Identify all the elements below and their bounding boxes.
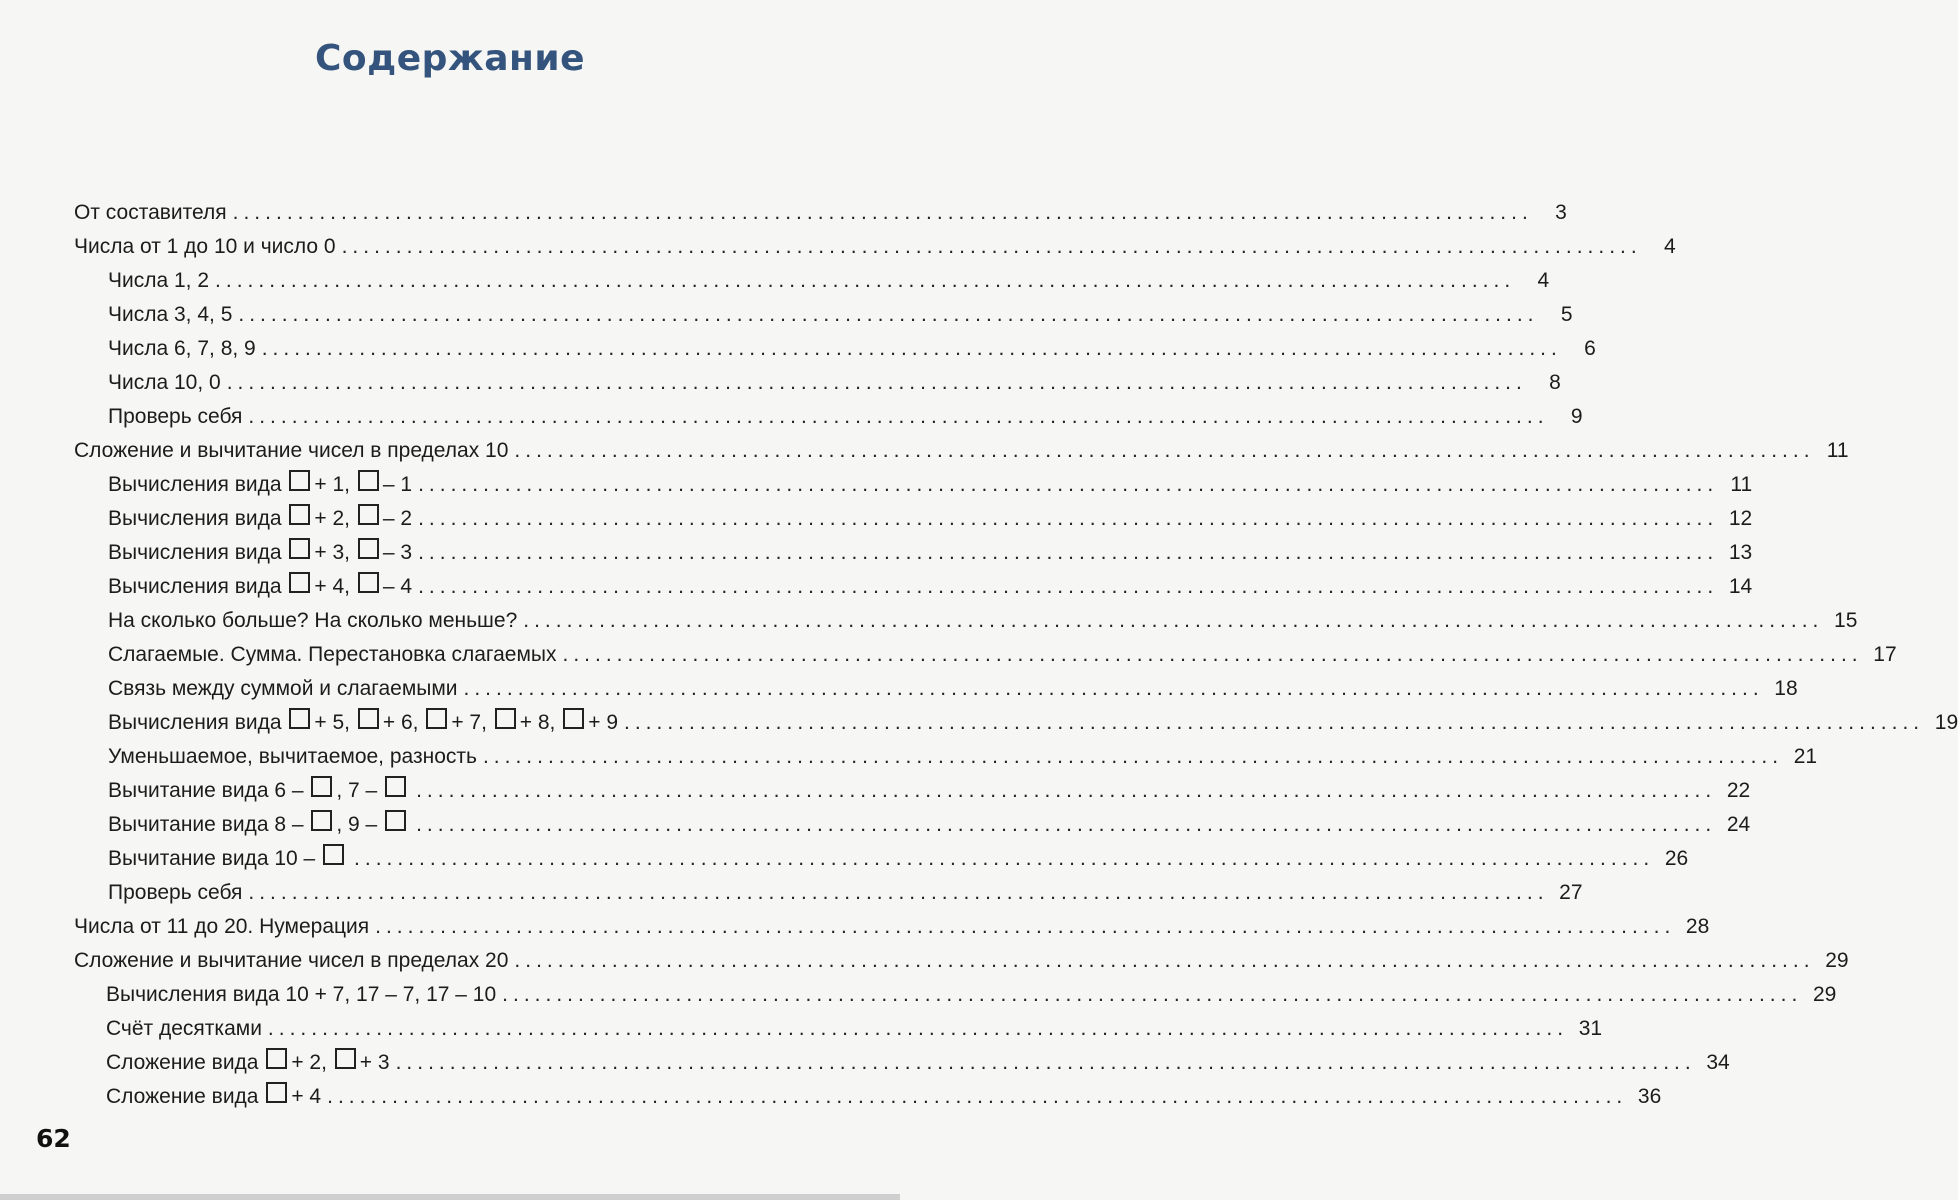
toc-entry-title	[108, 774, 410, 808]
toc-entry-title	[108, 638, 557, 672]
toc-entry-title	[106, 978, 496, 1012]
toc-entry-page: 17	[1873, 643, 1897, 666]
toc-entry-text: + 6,	[382, 711, 425, 734]
toc-entry-title	[108, 808, 410, 842]
toc-entry-text: Числа 10, 0	[108, 371, 221, 394]
dot-leader: ........................................................................................................................	[248, 405, 1549, 428]
toc-entry	[74, 706, 1958, 740]
blank-box-icon	[358, 470, 379, 491]
toc-entry-page: 29	[1825, 949, 1849, 972]
toc-entry-title	[108, 570, 412, 604]
toc-entry-page: 9	[1570, 405, 1583, 428]
toc-entry-text: Вычитание вида 8 –	[108, 813, 310, 836]
toc-entry	[74, 332, 1596, 366]
toc-entry-page: 31	[1578, 1017, 1603, 1040]
toc-entry-title	[108, 298, 232, 332]
toc-entry	[74, 502, 1753, 536]
toc-entry	[74, 1080, 1662, 1114]
toc-entry-title	[74, 910, 369, 944]
toc-entry-page: 19	[1934, 711, 1958, 734]
dot-leader: ........................................................................................................................	[395, 1051, 1696, 1074]
blank-box-icon	[289, 538, 310, 559]
toc-entry-page: 3	[1555, 201, 1567, 224]
toc-entry	[74, 434, 1849, 468]
toc-entry	[74, 876, 1583, 910]
dot-leader: ........................................................................................................................	[354, 847, 1655, 870]
toc-entry-text: Вычисления вида 10 + 7, 17 – 7, 17 – 10	[106, 983, 497, 1006]
blank-box-icon	[426, 708, 447, 729]
dot-leader: ........................................................................................................................	[523, 609, 1824, 632]
toc-entry-text: Сложение вида	[106, 1051, 265, 1074]
toc-entry-title	[106, 1012, 262, 1046]
toc-entry	[74, 468, 1753, 502]
toc-entry	[74, 570, 1753, 604]
toc-entry-page: 24	[1726, 813, 1751, 836]
toc-entry-page: 8	[1549, 371, 1561, 394]
toc-entry-text: + 3	[359, 1051, 390, 1074]
toc-entry-title	[108, 332, 256, 366]
toc-entry-text: Вычисления вида	[108, 473, 288, 496]
blank-box-icon	[385, 810, 406, 831]
dot-leader: ........................................................................................................................	[327, 1085, 1628, 1108]
toc-entry-page: 11	[1730, 473, 1753, 496]
toc-entry-title	[106, 1080, 321, 1114]
blank-box-icon	[266, 1048, 287, 1069]
dot-leader: ........................................................................................................................	[463, 677, 1764, 700]
toc-entry	[74, 536, 1753, 570]
dot-leader: ........................................................................................................................	[514, 439, 1815, 462]
blank-box-icon	[266, 1082, 287, 1103]
toc-entry-title	[74, 230, 336, 264]
toc-entry-text: На сколько больше? На сколько меньше?	[108, 609, 518, 632]
dot-leader: ........................................................................................................................	[375, 915, 1676, 938]
blank-box-icon	[323, 844, 344, 865]
toc-entry-page: 11	[1826, 439, 1849, 462]
toc-entry-title	[108, 604, 517, 638]
dot-leader: ........................................................................................................................	[267, 1017, 1569, 1040]
toc-entry	[74, 298, 1573, 332]
toc-entry-title	[108, 366, 221, 400]
blank-box-icon	[289, 504, 310, 525]
toc-entry-page: 21	[1793, 745, 1818, 768]
dot-leader: ........................................................................................................................	[624, 711, 1925, 734]
toc-entry	[74, 1012, 1603, 1046]
toc-entry	[74, 910, 1710, 944]
dot-leader: ........................................................................................................................	[416, 779, 1717, 802]
toc-entry-text: + 8,	[519, 711, 562, 734]
toc-entry-page: 22	[1726, 779, 1751, 802]
toc-entry-title	[108, 264, 209, 298]
toc-entry-text: Вычитание вида 10 –	[108, 847, 322, 870]
blank-box-icon	[335, 1048, 356, 1069]
dot-leader: ........................................................................................................................	[418, 541, 1719, 564]
toc-entry-text: Проверь себя	[108, 881, 243, 904]
dot-leader: ........................................................................................................................	[482, 745, 1784, 768]
toc-entry-text: Вычисления вида	[108, 507, 288, 530]
dot-leader: ........................................................................................................................	[416, 813, 1717, 836]
blank-box-icon	[311, 810, 332, 831]
toc-entry-text: Связь между суммой и слагаемыми	[108, 677, 458, 700]
dot-leader: ........................................................................................................................	[418, 575, 1719, 598]
toc-entry	[74, 774, 1751, 808]
toc-entry-text: , 9 –	[336, 813, 384, 836]
page-title: Содержание	[314, 38, 586, 79]
toc-entry-text: + 9	[588, 711, 618, 734]
blank-box-icon	[311, 776, 332, 797]
toc-entry-title	[106, 1046, 390, 1080]
toc-entry-text: , 7 –	[336, 779, 384, 802]
toc-entry-text: + 7,	[451, 711, 493, 734]
toc-entry-page: 4	[1537, 269, 1550, 292]
toc-entry-title	[108, 672, 458, 706]
dot-leader: ........................................................................................................................	[562, 643, 1863, 666]
toc-entry-text: Числа 6, 7, 8, 9	[108, 337, 256, 360]
toc-entry-title	[74, 196, 227, 230]
blank-box-icon	[358, 708, 379, 729]
toc-entry-text: + 2,	[291, 1051, 333, 1074]
toc-entry-text: + 2,	[314, 507, 356, 530]
toc-entry	[74, 400, 1583, 434]
toc-entry-text: – 4	[382, 575, 413, 598]
toc-entry-title	[108, 842, 348, 876]
toc-entry-text: Сложение и вычитание чисел в пределах 20	[74, 949, 509, 972]
toc-entry	[74, 366, 1561, 400]
dot-leader: ........................................................................................................................	[502, 983, 1803, 1006]
toc-entry-title	[108, 740, 477, 774]
toc-entry-text: Слагаемые. Сумма. Перестановка слагаемых	[108, 643, 557, 666]
toc-entry-text: + 5,	[314, 711, 356, 734]
toc-entry	[74, 230, 1676, 264]
toc-entry	[74, 808, 1751, 842]
toc-entry-page: 26	[1664, 847, 1689, 870]
toc-entry-page: 6	[1584, 337, 1596, 360]
toc-entry-text: Числа 1, 2	[108, 269, 210, 292]
toc-entry-text: Сложение и вычитание чисел в пределах 10	[74, 439, 509, 462]
toc-entry-title	[108, 468, 412, 502]
dot-leader: ........................................................................................................................	[238, 303, 1539, 326]
toc-entry-text: Счёт десятками	[106, 1017, 262, 1040]
toc-entry-title	[74, 944, 508, 978]
toc-entry	[74, 944, 1849, 978]
toc-entry-page: 12	[1728, 507, 1753, 530]
toc-entry-text: Вычитание вида 6 –	[108, 779, 310, 802]
page-edge	[0, 1194, 900, 1200]
toc-entry-page: 13	[1728, 541, 1753, 564]
toc-entry-text: Числа от 1 до 10 и число 0	[74, 235, 336, 258]
dot-leader: ........................................................................................................................	[418, 507, 1719, 530]
toc-entry-title	[108, 876, 242, 910]
toc-entry-text: + 1,	[314, 473, 356, 496]
toc-entry-text: Числа от 11 до 20. Нумерация	[74, 915, 370, 938]
toc-entry-text: – 1	[382, 473, 413, 496]
toc-entry-page: 5	[1560, 303, 1573, 326]
dot-leader: ........................................................................................................................	[248, 881, 1549, 904]
table-of-contents	[74, 196, 1958, 1114]
toc-entry-text: + 3,	[314, 541, 356, 564]
toc-entry-text: + 4,	[314, 575, 356, 598]
blank-box-icon	[495, 708, 516, 729]
toc-entry-text: Сложение вида	[106, 1085, 265, 1108]
dot-leader: ........................................................................................................................	[226, 371, 1527, 394]
toc-entry-title	[108, 536, 412, 570]
blank-box-icon	[358, 572, 379, 593]
toc-entry-text: От составителя	[74, 201, 227, 224]
toc-entry-text: Вычисления вида	[108, 541, 288, 564]
toc-entry	[74, 1046, 1730, 1080]
toc-entry-text: Уменьшаемое, вычитаемое, разность	[108, 745, 477, 768]
dot-leader: ........................................................................................................................	[418, 473, 1719, 496]
toc-entry	[74, 672, 1798, 706]
blank-box-icon	[289, 470, 310, 491]
blank-box-icon	[289, 708, 310, 729]
blank-box-icon	[358, 504, 379, 525]
toc-entry	[74, 604, 1858, 638]
toc-entry-text: + 4	[291, 1085, 322, 1108]
toc-entry-title	[108, 706, 618, 740]
toc-entry-title	[108, 400, 242, 434]
toc-entry-text: Числа 3, 4, 5	[108, 303, 233, 326]
toc-entry-text: Проверь себя	[108, 405, 243, 428]
toc-entry-page: 34	[1706, 1051, 1730, 1074]
dot-leader: ........................................................................................................................	[514, 949, 1815, 972]
blank-box-icon	[358, 538, 379, 559]
toc-entry-page: 27	[1559, 881, 1583, 904]
blank-box-icon	[289, 572, 310, 593]
toc-entry-page: 29	[1812, 983, 1837, 1006]
page-number: 62	[36, 1124, 71, 1153]
toc-entry-page: 15	[1834, 609, 1858, 632]
dot-leader: ........................................................................................................................	[341, 235, 1642, 258]
toc-entry-title	[74, 434, 508, 468]
toc-entry	[74, 196, 1567, 230]
blank-box-icon	[563, 708, 584, 729]
toc-entry	[74, 842, 1689, 876]
toc-entry-page: 4	[1664, 235, 1676, 258]
toc-entry	[74, 978, 1837, 1012]
toc-entry-page: 14	[1728, 575, 1753, 598]
toc-entry-text: Вычисления вида	[108, 711, 288, 734]
toc-entry-title	[108, 502, 412, 536]
toc-entry	[74, 264, 1550, 298]
dot-leader: ........................................................................................................................	[215, 269, 1516, 292]
blank-box-icon	[385, 776, 406, 797]
toc-entry-page: 18	[1774, 677, 1798, 700]
toc-entry	[74, 638, 1897, 672]
toc-entry-text: Вычисления вида	[108, 575, 288, 598]
toc-entry	[74, 740, 1818, 774]
toc-entry-page: 28	[1685, 915, 1710, 938]
dot-leader: ........................................................................................................................	[232, 201, 1533, 224]
toc-entry-page: 36	[1637, 1085, 1662, 1108]
toc-entry-text: – 2	[382, 507, 413, 530]
dot-leader: ........................................................................................................................	[261, 337, 1562, 360]
toc-entry-text: – 3	[382, 541, 413, 564]
